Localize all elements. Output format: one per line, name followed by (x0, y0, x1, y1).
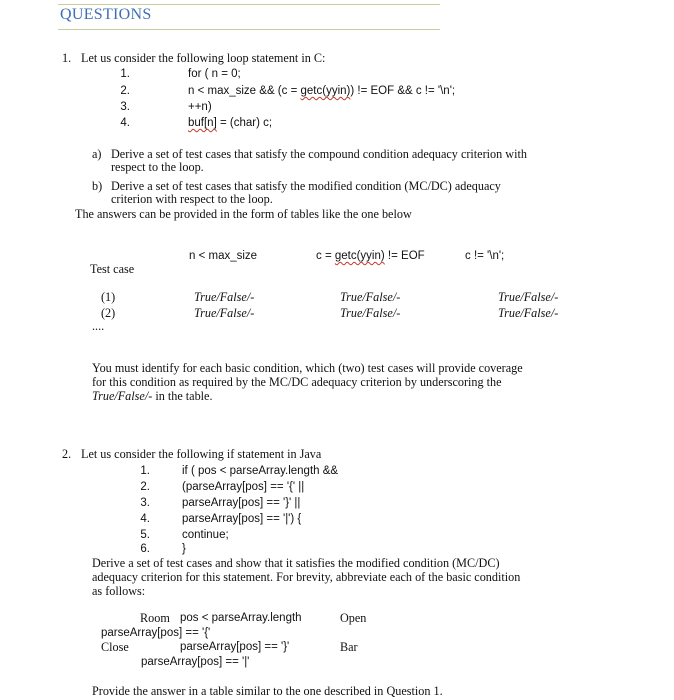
q1-note (92, 389, 213, 403)
table-row-id: (1) (101, 290, 116, 304)
q1-note: You must identify for each basic condition, which (two) test cases will provide coverage (92, 361, 523, 375)
q2-code-line-number: 6. (140, 543, 150, 555)
q1-part-a-text: respect to the loop. (111, 160, 204, 174)
q2-code-line-number: 3. (140, 497, 150, 509)
q2-code-line: if ( pos < parseArray.length && (182, 465, 339, 477)
q2-code-line-number: 2. (140, 481, 150, 493)
q2-derive: Derive a set of test cases and show that it satisfies the modified condition (MC/DC) (92, 556, 500, 570)
abbr-bar-label: Bar (340, 640, 358, 654)
q2-intro: Let us consider the following if statement in Java (81, 447, 322, 461)
q2-code-line-number: 1. (140, 465, 150, 477)
table-col-header: n < max_size (189, 250, 258, 262)
abbr-open-label: Open (340, 611, 367, 625)
q2-code-line-number: 4. (140, 513, 150, 525)
table-cell: True/False/- (340, 306, 401, 320)
abbr-bar-expr: parseArray[pos] == '|' (141, 656, 250, 668)
q1-code-line: for ( n = 0; (188, 68, 241, 80)
q1-code-line (188, 84, 455, 98)
q1-code-line-number: 4. (120, 117, 130, 129)
note-rest: in the table. (152, 389, 213, 403)
table-cell: True/False/- (498, 290, 559, 304)
q1-part-a-label: a) (92, 147, 102, 161)
q2-code-line: parseArray[pos] == '|') { (182, 513, 302, 525)
table-cell: True/False/- (194, 290, 255, 304)
q1-code-line: ++n) (188, 101, 212, 113)
table-col-header (316, 249, 425, 263)
code-fragment: = (char) c; (216, 117, 273, 129)
q1-part-b-text: Derive a set of test cases that satisfy the modified condition (MC/DC) adequacy (111, 179, 501, 193)
q2-code-line: parseArray[pos] == '}' || (182, 497, 301, 509)
q1-part-b-label: b) (92, 179, 103, 193)
q2-derive: as follows: (92, 584, 146, 598)
abbr-open-expr: parseArray[pos] == '{' (101, 627, 211, 639)
q2-code-line: continue; (182, 529, 229, 541)
q1-code-line-number: 2. (120, 85, 130, 97)
code-fragment: ) != EOF && c != '\n'; (350, 85, 456, 97)
col-fragment: != EOF (384, 250, 425, 262)
q1-answers-note: The answers can be provided in the form of tables like the one below (75, 207, 412, 221)
q1-code-line (188, 116, 272, 130)
q2-derive: adequacy criterion for this statement. For brevity, abbreviate each of the basic condition (92, 570, 521, 584)
table-ellipsis: .... (92, 319, 105, 333)
abbr-close-label: Close (101, 640, 129, 654)
q1-intro: Let us consider the following loop statement in C: (81, 51, 326, 65)
q2-number: 2. (62, 447, 72, 461)
abbr-room-label: Room (140, 611, 170, 625)
code-fragment-spellflag: getc(yyin) (300, 85, 351, 97)
table-row-header: Test case (90, 262, 135, 276)
q1-note: for this condition as required by the MC/DC adequacy criterion by underscoring the (92, 375, 502, 389)
heading-bottom-rule (58, 29, 440, 30)
note-italic: True/False/- (92, 389, 153, 403)
q1-part-a-text: Derive a set of test cases that satisfy the compound condition adequacy criterion with (111, 147, 527, 161)
q1-code-line-number: 1. (120, 68, 130, 80)
table-col-header: c != '\n'; (465, 250, 505, 262)
q1-code-line-number: 3. (120, 101, 130, 113)
q2-code-line: (parseArray[pos] == '{' || (182, 481, 305, 493)
page-heading: QUESTIONS (60, 6, 152, 23)
table-cell: True/False/- (498, 306, 559, 320)
q1-part-b-text: criterion with respect to the loop. (111, 192, 273, 206)
q2-final-instruction: Provide the answer in a table similar to the one described in Question 1. (92, 684, 443, 698)
abbr-room-expr: pos < parseArray.length (180, 612, 302, 624)
q2-code-line-number: 5. (140, 529, 150, 541)
table-cell: True/False/- (340, 290, 401, 304)
table-cell: True/False/- (194, 306, 255, 320)
code-fragment: n < max_size && (c = (188, 85, 301, 97)
col-fragment-spellflag: getc(yyin) (334, 250, 385, 262)
table-row-id: (2) (101, 306, 116, 320)
col-fragment: c = (316, 250, 335, 262)
heading-top-rule (58, 4, 440, 5)
q1-number: 1. (62, 51, 72, 65)
code-fragment-spellflag: buf[n] (188, 117, 217, 129)
q2-code-line: } (182, 543, 186, 555)
abbr-close-expr: parseArray[pos] == '}' (180, 641, 290, 653)
